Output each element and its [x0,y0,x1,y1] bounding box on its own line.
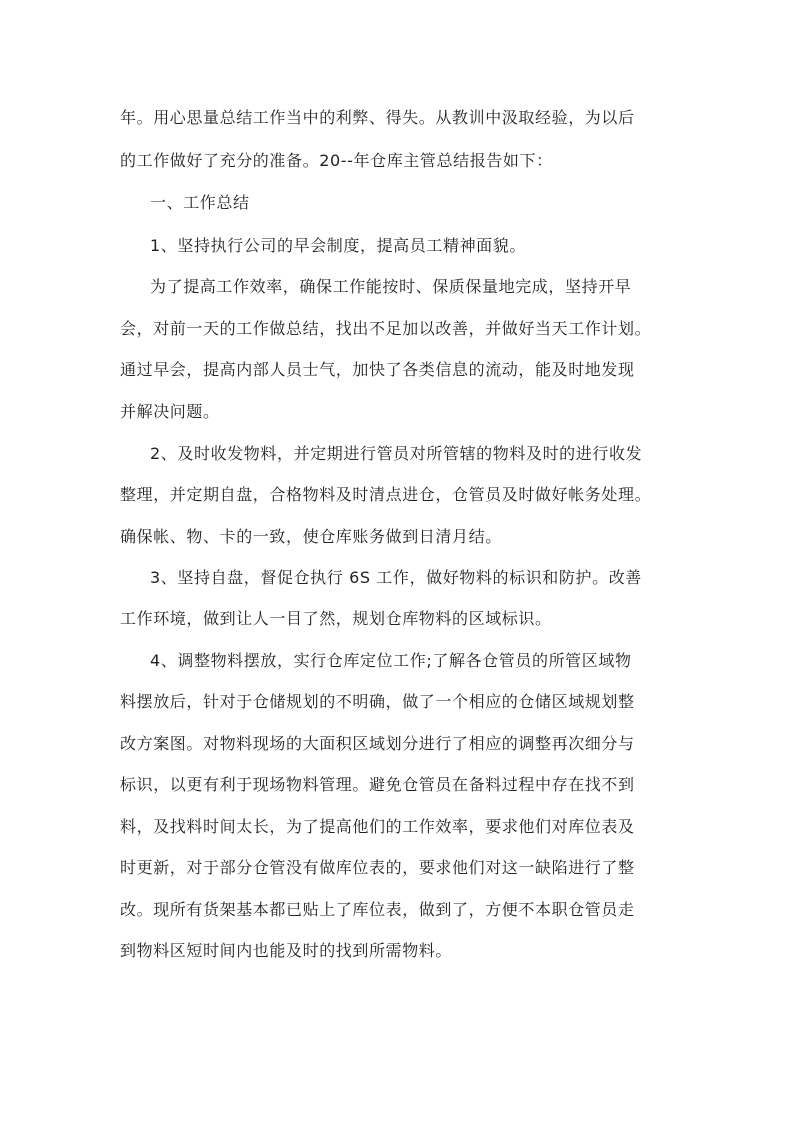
text-line: 改方案图。对物料现场的大面积区域划分进行了相应的调整再次细分与 [120,734,635,753]
text-line: 2、及时收发物料，并定期进行管员对所管辖的物料及时的进行收发 [150,444,643,463]
text-line: 改。现所有货架基本都已贴上了库位表，做到了，方便不本职仓管员走 [120,900,635,919]
text-line: 时更新，对于部分仓管没有做库位表的，要求他们对这一缺陷进行了整 [120,858,635,877]
text-line: 1、坚持执行公司的早会制度，提高员工精神面貌。 [150,236,526,255]
text-line: 料摆放后，针对于仓储规划的不明确，做了一个相应的仓储区域规划整 [120,692,635,711]
text-line: 标识，以更有利于现场物料管理。避免仓管员在备料过程中存在找不到 [120,775,635,794]
text-line: 通过早会，提高内部人员士气，加快了各类信息的流动，能及时地发现 [120,360,635,379]
text-line: 到物料区短时间内也能及时的找到所需物料。 [120,941,453,960]
text-line: 并解决问题。 [120,402,220,421]
text-line: 整理，并定期自盘，合格物料及时清点进仓，仓管员及时做好帐务处理。 [120,485,652,504]
text-line: 年。用心思量总结工作当中的利弊、得失。从教训中汲取经验，为以后 [120,108,635,127]
section-heading: 一、工作总结 [150,193,250,212]
text-line: 料，及找料时间太长，为了提高他们的工作效率，要求他们对库位表及 [120,817,635,836]
text-line: 的工作做好了充分的准备。20--年仓库主管总结报告如下： [120,151,553,170]
text-line: 会，对前一天的工作做总结，找出不足加以改善，并做好当天工作计划。 [120,319,652,338]
text-line: 确保帐、物、卡的一致，使仓库账务做到日清月结。 [120,527,502,546]
text-line: 工作环境，做到让人一目了然，规划仓库物料的区域标识。 [120,609,552,628]
text-line: 为了提高工作效率，确保工作能按时、保质保量地完成，坚持开早 [150,277,632,296]
text-line: 4、调整物料摆放，实行仓库定位工作;了解各仓管员的所管区域物 [150,651,632,670]
text-line: 3、坚持自盘，督促仓执行 6S 工作，做好物料的标识和防护。改善 [150,568,642,587]
